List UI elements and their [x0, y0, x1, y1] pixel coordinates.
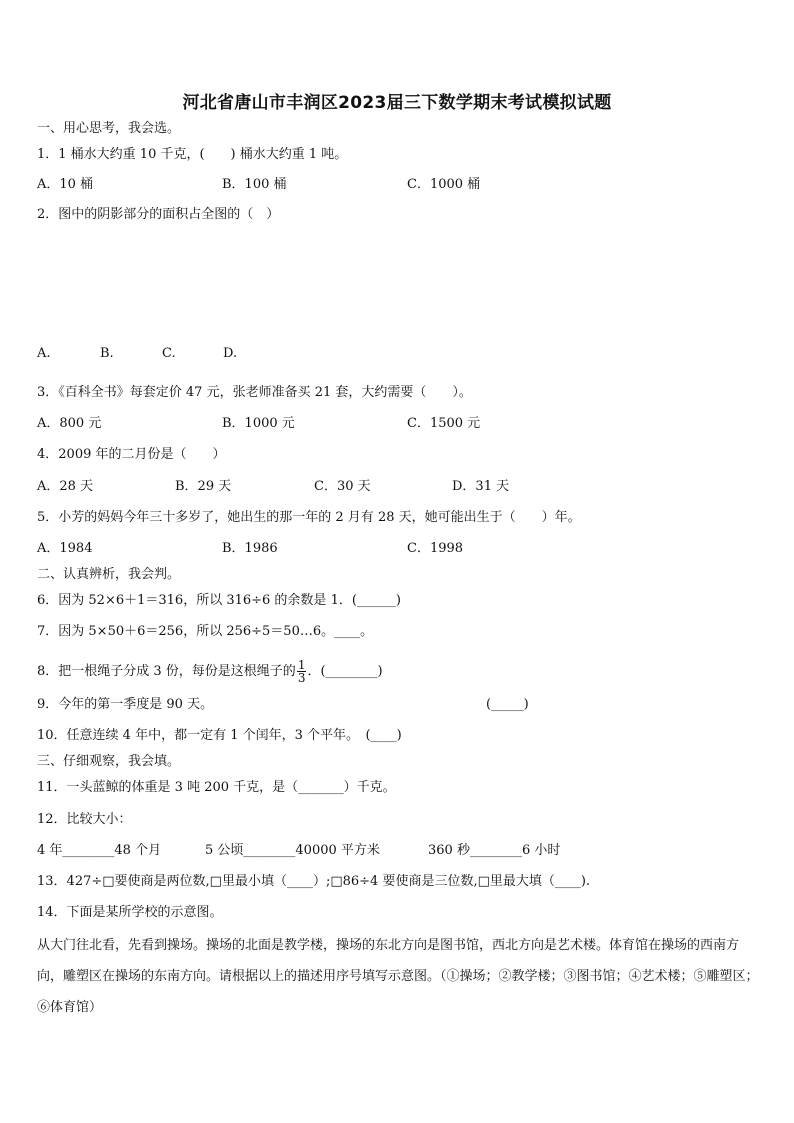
question-1-option-c: C．1000 桶 — [407, 177, 481, 192]
question-9-stem: 9．今年的第一季度是 90 天。 — [37, 697, 214, 712]
question-2-option-a: A. — [37, 346, 51, 361]
question-14-stem: 14．下面是某所学校的示意图。 — [37, 905, 223, 920]
question-7: 7．因为 5×50＋6＝256，所以 256÷5＝50…6。____。 — [37, 624, 374, 639]
section-heading-1: 一、用心思考，我会选。 — [37, 121, 181, 136]
question-5-option-c: C．1998 — [407, 541, 464, 556]
question-13: 13．427÷□要使商是两位数,□里最小填（____）;□86÷4 要使商是三位数,□里最大填（____). — [37, 874, 591, 889]
question-5-option-b: B．1986 — [222, 541, 278, 556]
question-6: 6．因为 52×6＋1＝316，所以 316÷6 的余数是 1．(______) — [37, 593, 401, 608]
page-title: 河北省唐山市丰润区2023届三下数学期末考试模拟试题 — [182, 93, 612, 113]
question-5-option-a: A．1984 — [37, 541, 93, 556]
question-3-stem: 3．《百科全书》每套定价 47 元，张老师准备买 21 套，大约需要（ ）。 — [37, 385, 472, 400]
question-5-stem: 5．小芳的妈妈今年三十多岁了，她出生的那一年的 2 月有 28 天，她可能出生于（ ）年。 — [37, 510, 581, 525]
question-4-option-a: A．28 天 — [37, 479, 94, 494]
question-12-part-1: 4 年________48 个月 — [37, 843, 162, 858]
question-8-text: 8．把一根绳子分成 3 份，每份是这根绳子的 — [37, 664, 296, 679]
question-4-option-b: B．29 天 — [175, 479, 232, 494]
question-11: 11．一头蓝鲸的体重是 3 吨 200 千克，是（_______）千克。 — [37, 780, 396, 795]
question-1-option-a: A．10 桶 — [37, 177, 94, 192]
question-3-option-a: A．800 元 — [37, 416, 102, 431]
section-heading-2: 二、认真辨析，我会判。 — [37, 567, 181, 582]
fraction-denominator: 3 — [297, 671, 306, 685]
fraction — [297, 659, 307, 684]
question-2-stem: 2．图中的阴影部分的面积占全图的（ ） — [37, 207, 280, 222]
question-10: 10．任意连续 4 年中，都一定有 1 个闰年，3 个平年。 (____) — [37, 728, 402, 743]
question-1-stem: 1．1 桶水大约重 10 千克，( ) 桶水大约重 1 吨。 — [37, 147, 348, 162]
question-9-blank: (_____) — [486, 697, 529, 712]
question-4-option-d: D．31 天 — [452, 479, 510, 494]
question-3-option-c: C．1500 元 — [407, 416, 481, 431]
question-8 — [37, 659, 383, 684]
question-2-option-d: D. — [223, 346, 238, 361]
question-2-option-b: B. — [100, 346, 114, 361]
question-8-blank: ．(________) — [307, 664, 383, 679]
question-12-stem: 12．比较大小： — [37, 812, 132, 827]
question-12-part-2: 5 公顷________40000 平方米 — [205, 843, 380, 858]
question-4-stem: 4．2009 年的二月份是（ ） — [37, 447, 226, 462]
question-12-part-3: 360 秒________6 小时 — [428, 843, 561, 858]
question-4-option-c: C．30 天 — [314, 479, 371, 494]
question-14-description: 从大门往北看，先看到操场。操场的北面是教学楼，操场的东北方向是图书馆，西北方向是艺术楼。体育馆在操场的西南方向，雕塑区在操场的东南方向。请根据以上的描述用序号填写示意图。（①操场；②教学楼；③图书馆；④艺术楼；⑤雕塑区；⑥体育馆） — [37, 938, 759, 1015]
question-2-option-c: C. — [162, 346, 176, 361]
section-heading-3: 三、仔细观察，我会填。 — [37, 754, 181, 769]
question-1-option-b: B．100 桶 — [222, 177, 287, 192]
fraction-numerator: 1 — [297, 658, 306, 672]
question-3-option-b: B．1000 元 — [222, 416, 295, 431]
